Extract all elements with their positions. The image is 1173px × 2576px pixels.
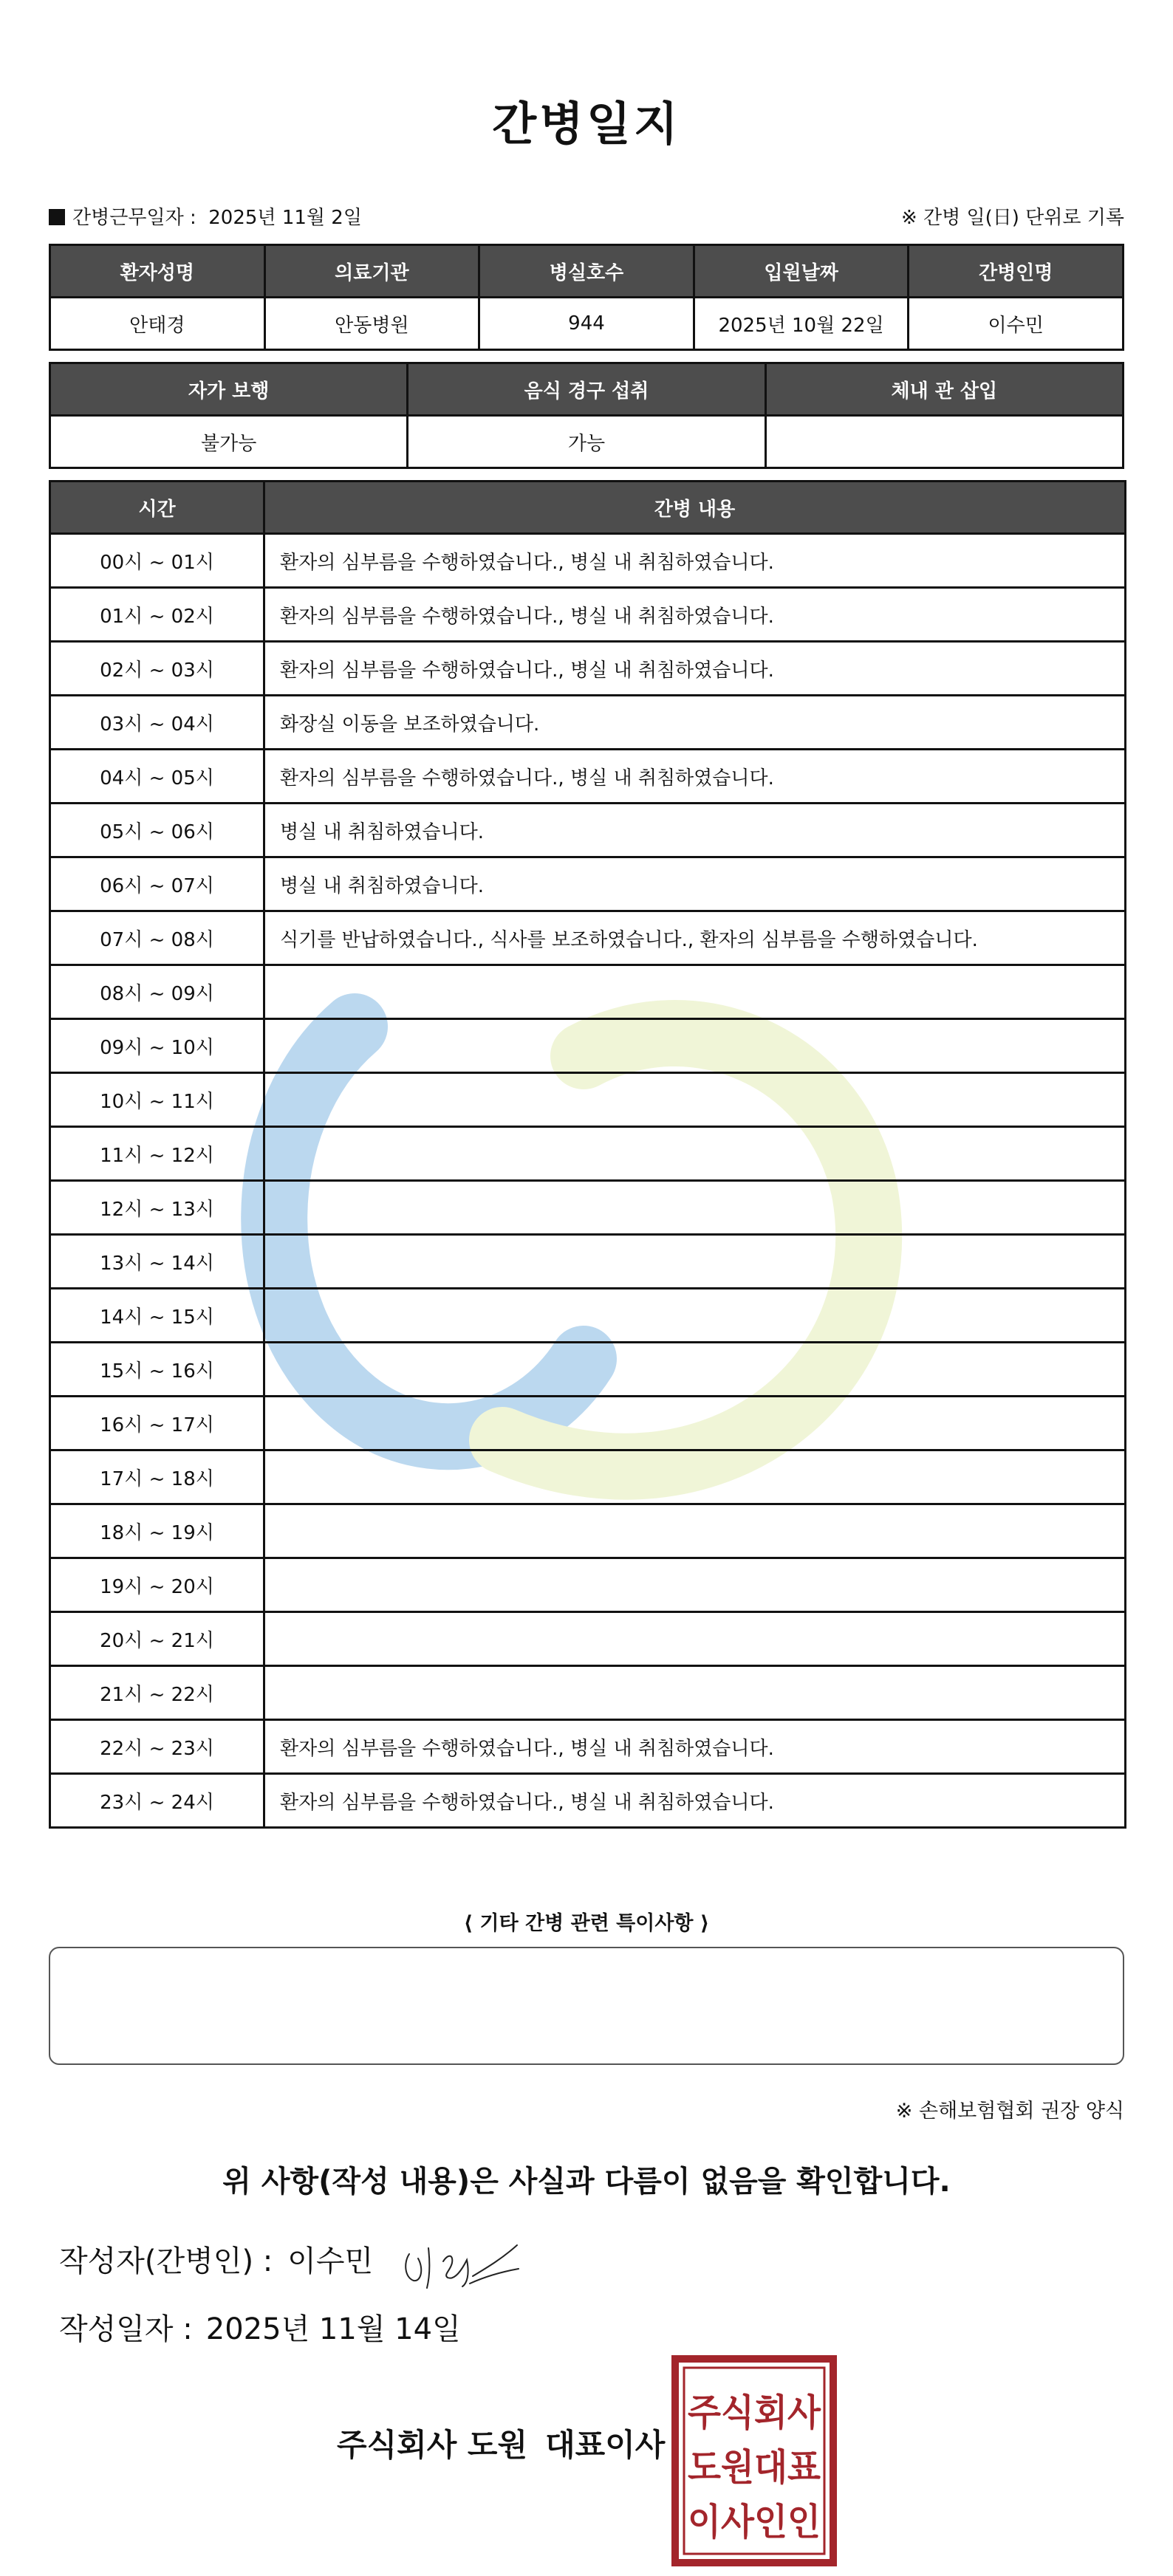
table-row — [50, 1289, 1126, 1343]
remarks-title: ⟨ 기타 간병 관련 특이사항 ⟩ — [463, 1912, 710, 1935]
table-row — [50, 857, 1126, 911]
patient-info-value-row — [50, 298, 1124, 350]
care-note — [264, 965, 1126, 1019]
care-note: 병실 내 취침하였습니다. — [264, 857, 1126, 911]
table-row — [50, 1235, 1126, 1289]
oral-intake-value: 가능 — [408, 416, 765, 468]
care-note — [264, 1397, 1126, 1450]
company-name: 주식회사 도원 — [337, 2427, 528, 2463]
time-slot: 00시 ~ 01시 — [50, 534, 264, 588]
table-row — [50, 696, 1126, 750]
table-row — [50, 750, 1126, 804]
care-note: 식기를 반납하였습니다., 식사를 보조하였습니다., 환자의 심부름을 수행하였습니다. — [264, 911, 1126, 965]
care-note — [264, 1181, 1126, 1235]
table-row — [50, 1127, 1126, 1181]
header-oral-intake: 음식 경구 섭취 — [408, 363, 765, 416]
time-slot: 23시 ~ 24시 — [50, 1774, 264, 1828]
header-room: 병실호수 — [479, 245, 694, 298]
work-date-label: 간병근무일자 : — [72, 207, 196, 229]
header-time: 시간 — [50, 482, 264, 534]
time-slot: 19시 ~ 20시 — [50, 1558, 264, 1612]
time-slot: 14시 ~ 15시 — [50, 1289, 264, 1343]
caregiver-name: 이수민 — [909, 298, 1124, 350]
writer-line — [59, 2238, 373, 2280]
table-row — [50, 1019, 1126, 1073]
care-note — [264, 1666, 1126, 1720]
time-slot: 03시 ~ 04시 — [50, 696, 264, 750]
seal-line-1: 주식회사 — [688, 2391, 821, 2434]
care-note — [264, 1235, 1126, 1289]
table-row — [50, 1720, 1126, 1774]
seal-line-2: 도원대표 — [688, 2446, 821, 2489]
hospital-name: 안동병원 — [264, 298, 479, 350]
room-number: 944 — [479, 298, 694, 350]
condition-table — [49, 362, 1124, 469]
time-slot: 05시 ~ 06시 — [50, 804, 264, 857]
table-row — [50, 1073, 1126, 1127]
time-slot: 13시 ~ 14시 — [50, 1235, 264, 1289]
condition-value-row — [50, 416, 1124, 468]
table-row — [50, 1558, 1126, 1612]
header-care-content: 간병 내용 — [264, 482, 1126, 534]
table-row — [50, 1181, 1126, 1235]
care-note — [264, 1289, 1126, 1343]
time-slot: 07시 ~ 08시 — [50, 911, 264, 965]
care-note: 환자의 심부름을 수행하였습니다., 병실 내 취침하였습니다. — [264, 534, 1126, 588]
time-slot: 18시 ~ 19시 — [50, 1504, 264, 1558]
write-date-line — [59, 2306, 461, 2348]
care-note — [264, 1558, 1126, 1612]
work-date-line — [49, 202, 362, 230]
table-row — [50, 642, 1126, 696]
time-slot: 12시 ~ 13시 — [50, 1181, 264, 1235]
remarks-box — [49, 1947, 1124, 2065]
time-slot: 17시 ~ 18시 — [50, 1450, 264, 1504]
writer-label: 작성자(간병인) : — [59, 2244, 273, 2278]
care-note: 병실 내 취침하였습니다. — [264, 804, 1126, 857]
header-caregiver: 간병인명 — [909, 245, 1124, 298]
care-note: 환자의 심부름을 수행하였습니다., 병실 내 취침하였습니다. — [264, 588, 1126, 642]
square-bullet-icon — [49, 209, 65, 225]
handwritten-signature — [399, 2232, 524, 2298]
care-note — [264, 1019, 1126, 1073]
time-slot: 02시 ~ 03시 — [50, 642, 264, 696]
care-note — [264, 1343, 1126, 1397]
confirmation-statement: 위 사항(작성 내용)은 사실과 다름이 없음을 확인합니다. — [222, 2165, 951, 2199]
care-note: 환자의 심부름을 수행하였습니다., 병실 내 취침하였습니다. — [264, 1774, 1126, 1828]
unit-note: ※ 간병 일(日) 단위로 기록 — [900, 207, 1124, 229]
table-row — [50, 1397, 1126, 1450]
representative-title: 대표이사 — [545, 2427, 666, 2463]
company-seal — [671, 2354, 838, 2567]
time-slot: 10시 ~ 11시 — [50, 1073, 264, 1127]
table-row — [50, 1450, 1126, 1504]
document-title: 간병일지 — [492, 97, 681, 151]
table-row — [50, 1612, 1126, 1666]
header-admission-date: 입원날짜 — [694, 245, 909, 298]
recommend-note: ※ 손해보험협회 권장 양식 — [895, 2100, 1124, 2123]
seal-line-3: 이사인인 — [688, 2501, 821, 2544]
time-slot: 20시 ~ 21시 — [50, 1612, 264, 1666]
tube-value — [765, 416, 1123, 468]
time-slot: 06시 ~ 07시 — [50, 857, 264, 911]
care-note: 환자의 심부름을 수행하였습니다., 병실 내 취침하였습니다. — [264, 1720, 1126, 1774]
time-slot: 22시 ~ 23시 — [50, 1720, 264, 1774]
time-slot: 08시 ~ 09시 — [50, 965, 264, 1019]
time-slot: 16시 ~ 17시 — [50, 1397, 264, 1450]
care-note: 환자의 심부름을 수행하였습니다., 병실 내 취침하였습니다. — [264, 642, 1126, 696]
care-log-table — [49, 480, 1126, 1829]
table-row — [50, 911, 1126, 965]
header-walking: 자가 보행 — [50, 363, 408, 416]
table-row — [50, 534, 1126, 588]
header-tube: 체내 관 삽입 — [765, 363, 1123, 416]
time-slot: 04시 ~ 05시 — [50, 750, 264, 804]
patient-info-table — [49, 244, 1124, 351]
care-note — [264, 1504, 1126, 1558]
care-note — [264, 1450, 1126, 1504]
table-row — [50, 588, 1126, 642]
company-line — [337, 2421, 665, 2465]
writer-name: 이수민 — [287, 2244, 374, 2278]
time-slot: 01시 ~ 02시 — [50, 588, 264, 642]
table-row — [50, 1666, 1126, 1720]
time-slot: 11시 ~ 12시 — [50, 1127, 264, 1181]
patient-info-header-row — [50, 245, 1124, 298]
work-date-value: 2025년 11월 2일 — [208, 207, 362, 229]
time-slot: 09시 ~ 10시 — [50, 1019, 264, 1073]
table-row — [50, 1343, 1126, 1397]
header-patient-name: 환자성명 — [50, 245, 265, 298]
care-note — [264, 1073, 1126, 1127]
write-date-label: 작성일자 : — [59, 2312, 193, 2346]
condition-header-row — [50, 363, 1124, 416]
time-slot: 15시 ~ 16시 — [50, 1343, 264, 1397]
care-note — [264, 1127, 1126, 1181]
walking-value: 불가능 — [50, 416, 408, 468]
care-log-header-row — [50, 482, 1126, 534]
care-note — [264, 1612, 1126, 1666]
care-note: 화장실 이동을 보조하였습니다. — [264, 696, 1126, 750]
care-note: 환자의 심부름을 수행하였습니다., 병실 내 취침하였습니다. — [264, 750, 1126, 804]
header-hospital: 의료기관 — [264, 245, 479, 298]
table-row — [50, 965, 1126, 1019]
write-date-value: 2025년 11월 14일 — [205, 2312, 461, 2346]
care-log-body — [50, 534, 1126, 1828]
table-row — [50, 1774, 1126, 1828]
admission-date: 2025년 10월 22일 — [694, 298, 909, 350]
patient-name: 안태경 — [50, 298, 265, 350]
table-row — [50, 804, 1126, 857]
time-slot: 21시 ~ 22시 — [50, 1666, 264, 1720]
table-row — [50, 1504, 1126, 1558]
